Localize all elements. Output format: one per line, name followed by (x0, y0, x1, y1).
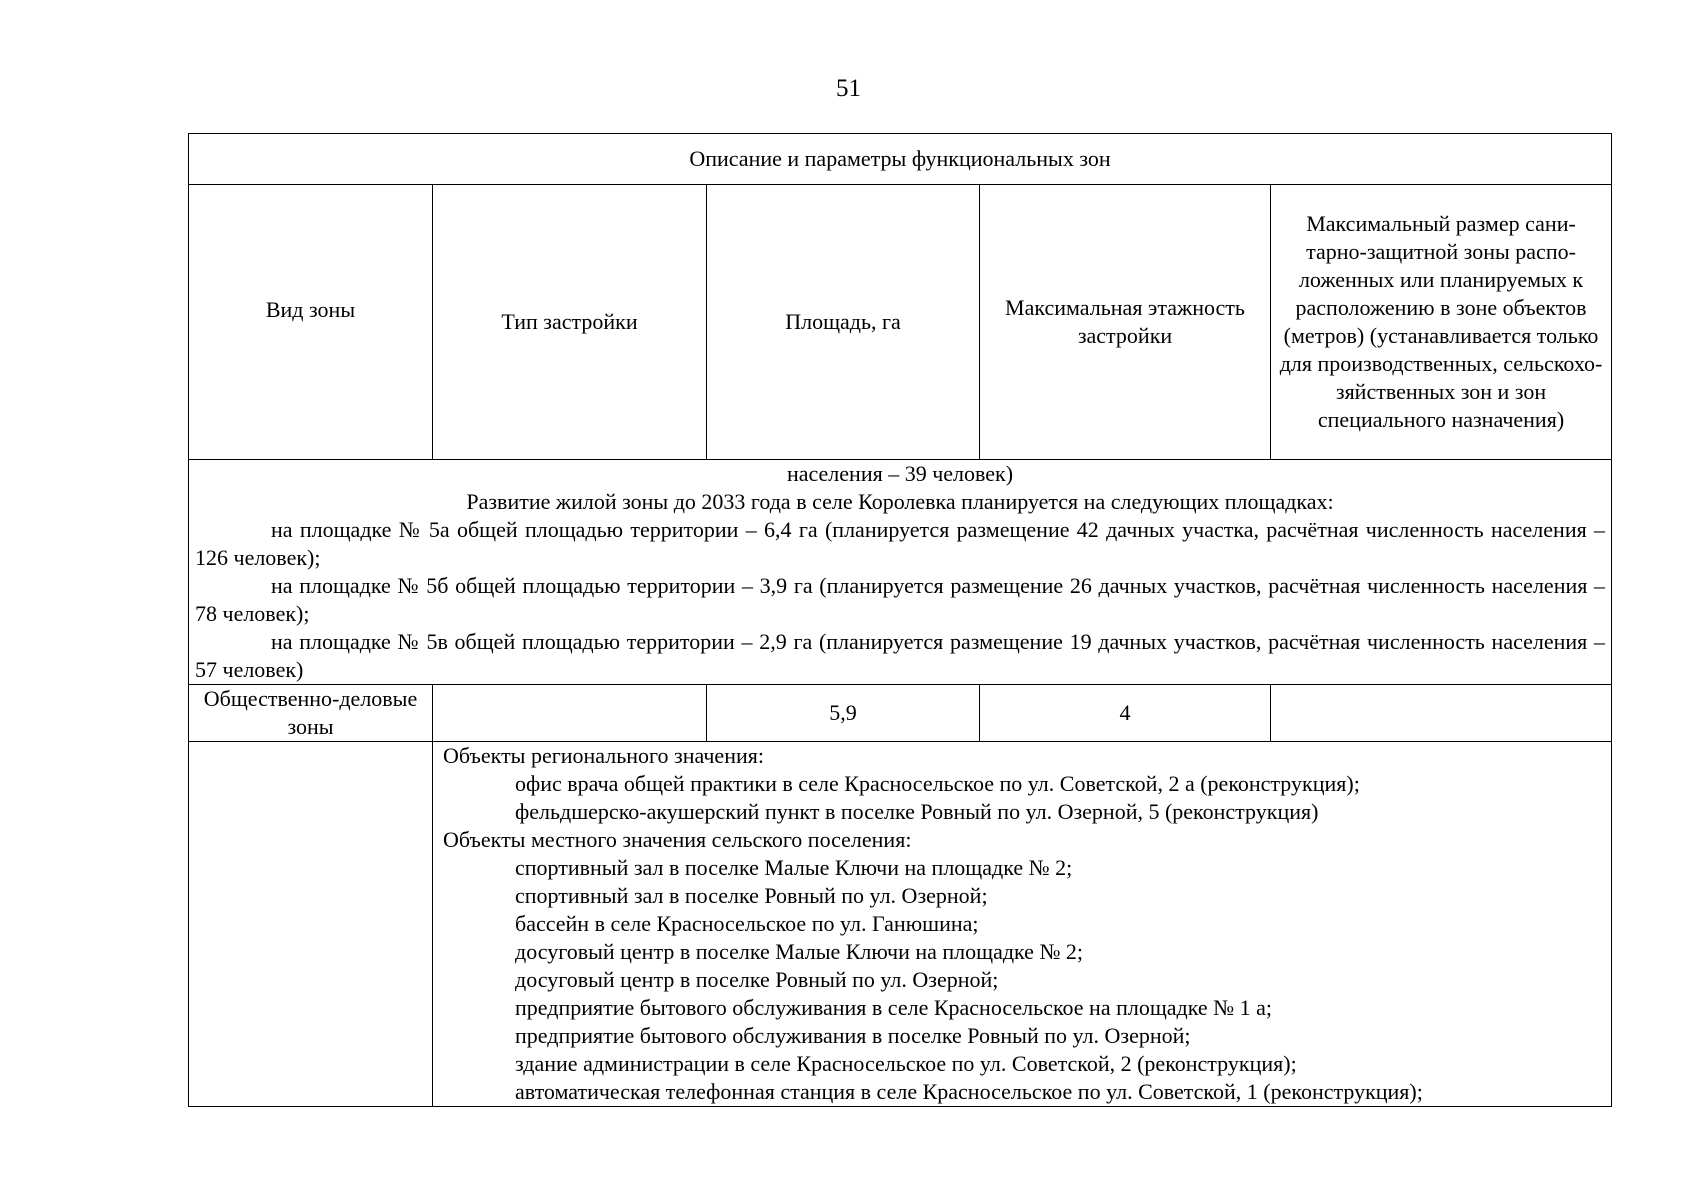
table-title-row (189, 134, 1612, 185)
list-item: досуговый центр в поселке Ровный по ул. Озерной; (515, 967, 999, 992)
list-item: бассейн в селе Красносельское по ул. Ганюшина; (515, 911, 979, 936)
functional-zones-table (188, 133, 1612, 1107)
list-item: здание администрации в селе Красносельское по ул. Советской, 2 (реконструкция); (515, 1051, 1297, 1076)
header-max-sanitary-zone: Максимальный размер сани-тарно-защитной зоны распо-ложенных или планируемых к расположению в зоне объектов (метров) (устанавливается только для производственных, сельскохо-зяйственных зон и зон специального назначения) (1271, 185, 1612, 460)
list-item: автоматическая телефонная станция в селе Красносельское по ул. Советской, 1 (реконструкция); (515, 1079, 1423, 1104)
public-zone-building-type (433, 685, 707, 742)
public-zone-max-sanitary (1271, 685, 1612, 742)
list-item: фельдшерско-акушерский пункт в поселке Ровный по ул. Озерной, 5 (реконструкция) (515, 799, 1319, 824)
list-item: предприятие бытового обслуживания в поселке Ровный по ул. Озерной; (515, 1023, 1191, 1048)
site-5b-paragraph: на площадке № 5б общей площадью территории – 3,9 га (планируется размещение 26 дачных участков, расчётная численность населения – 78 человек); (195, 573, 1606, 626)
list-item: офис врача общей практики в селе Красносельское по ул. Советской, 2 а (реконструкция); (515, 771, 1360, 796)
page-number: 51 (836, 75, 861, 102)
public-zone-max-floors: 4 (980, 685, 1271, 742)
text-line: Развитие жилой зоны до 2033 года в селе Королевка планируется на следующих площадках: (466, 489, 1334, 514)
public-zone-row (189, 685, 1612, 742)
public-zone-type: Общественно-деловые зоны (189, 685, 433, 742)
objects-cell (433, 742, 1612, 1107)
header-building-type: Тип застройки (433, 185, 707, 460)
continuation-text-cell (189, 460, 1612, 685)
site-5a-paragraph: на площадке № 5а общей площадью территории – 6,4 га (планируется размещение 42 дачных участка, расчётная численность населения – 126 человек); (195, 517, 1606, 570)
objects-row (189, 742, 1612, 1107)
public-zone-area: 5,9 (707, 685, 980, 742)
text-line: населения – 39 человек) (786, 461, 1014, 486)
list-item: спортивный зал в поселке Малые Ключи на площадке № 2; (515, 855, 1073, 880)
list-item: спортивный зал в поселке Ровный по ул. Озерной; (515, 883, 988, 908)
local-objects-heading: Объекты местного значения сельского поселения: (443, 827, 912, 852)
header-max-floors: Максимальная этажность застройки (980, 185, 1271, 460)
table-title: Описание и параметры функциональных зон (189, 134, 1612, 185)
regional-objects-heading: Объекты регионального значения: (443, 743, 764, 768)
header-area: Площадь, га (707, 185, 980, 460)
list-item: досуговый центр в поселке Малые Ключи на площадке № 2; (515, 939, 1084, 964)
objects-empty-cell (189, 742, 433, 1107)
site-5v-paragraph: на площадке № 5в общей площадью территории – 2,9 га (планируется размещение 19 дачных участков, расчётная численность населения – 57 человек) (195, 629, 1606, 682)
header-zone-type: Вид зоны (189, 185, 433, 460)
table-header-row (189, 185, 1612, 460)
continuation-text-row (189, 460, 1612, 685)
list-item: предприятие бытового обслуживания в селе Красносельское на площадке № 1 а; (515, 995, 1273, 1020)
